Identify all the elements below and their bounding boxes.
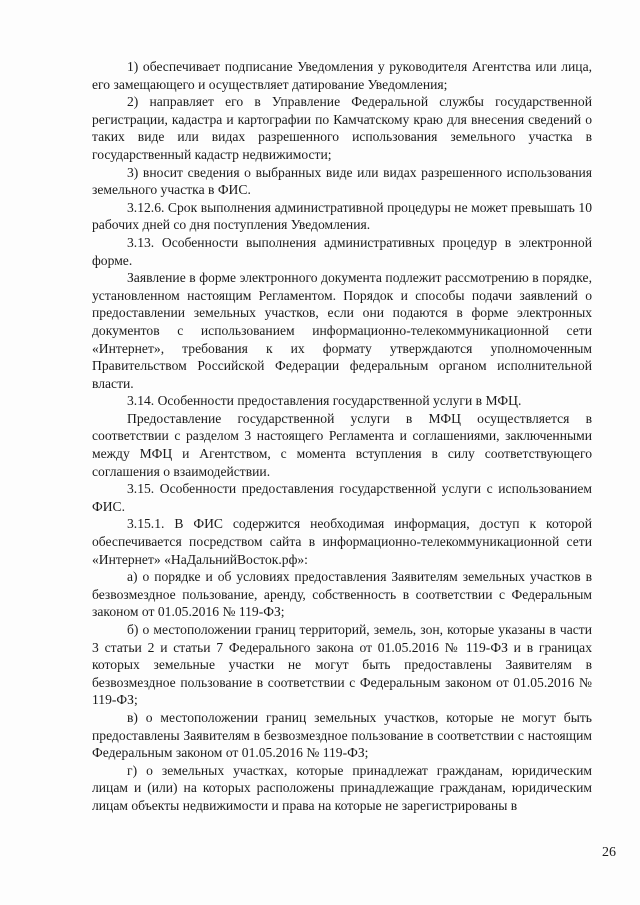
- page-number: 26: [602, 845, 616, 860]
- paragraph-item-b: б) о местоположении границ территорий, земель, зон, которые указаны в части 3 статьи 2 и статьи 7 Федерального закона от 01.05.2016 № 119-ФЗ и в границах которых земельные участки не могут быть предоставлены Заявителям в безвозмездное пользование в соответствии с Федеральным законом от 01.05.2016 № 119-ФЗ;: [92, 622, 592, 708]
- paragraph-3-15-heading: 3.15. Особенности предоставления государственной услуги с использованием ФИС.: [92, 481, 592, 514]
- paragraph-electronic-form: Заявление в форме электронного документа подлежит рассмотрению в порядке, установленном настоящим Регламентом. Порядок и способы подачи заявлений о предоставлении земельных участков, если они подаются в форме электронных документов с использованием информационно-телекоммуникационной сети «Интернет», требования к их формату утверждаются уполномоченным Правительством Российской Федерации федеральным органом исполнительной власти.: [92, 270, 592, 391]
- paragraph-3-14-heading: 3.14. Особенности предоставления государственной услуги в МФЦ.: [127, 393, 522, 409]
- paragraph-3-15-1: 3.15.1. В ФИС содержится необходимая информация, доступ к которой обеспечивается посредством сайта в информационно-телекоммуникационной сети «Интернет» «НаДальнийВосток.рф»:: [92, 516, 592, 567]
- paragraph-item-v: в) о местоположении границ земельных участков, которые не могут быть предоставлены Заявителям в безвозмездное пользование в соответствии с настоящим Федеральным законом от 01.05.2016 № 119-ФЗ;: [92, 709, 592, 761]
- paragraph-mfc: Предоставление государственной услуги в МФЦ осуществляется в соответствии с разделом 3 настоящего Регламента и соглашениями, заключенными между МФЦ и Агентством, с момента вступления в силу соответствующего соглашения о взаимодействии.: [92, 410, 592, 479]
- paragraph-3-13-heading: 3.13. Особенности выполнения административных процедур в электронной форме.: [92, 234, 592, 268]
- paragraph-item-g: г) о земельных участках, которые принадлежат гражданам, юридическим лицам и (или) на которых расположены принадлежащие гражданам, юридическим лицам объекты недвижимости и права на которые не зарегистрированы в: [92, 762, 592, 813]
- paragraph-item-a: а) о порядке и об условиях предоставления Заявителям земельных участков в безвозмездное пользование, аренду, собственность в соответствии с Федеральным законом от 01.05.2016 № 119-ФЗ;: [92, 569, 592, 620]
- paragraph-3-12-6: 3.12.6. Срок выполнения административной процедуры не может превышать 10 рабочих дней со дня поступления Уведомления.: [92, 199, 592, 233]
- paragraph-item-1: 1) обеспечивает подписание Уведомления у руководителя Агентства или лица, его замещающего и осуществляет датирование Уведомления;: [92, 59, 592, 92]
- paragraph-item-3: 3) вносит сведения о выбранных виде или видах разрешенного использования земельного участка в ФИС.: [92, 164, 592, 198]
- paragraph-item-2: 2) направляет его в Управление Федеральной службы государственной регистрации, кадастра и картографии по Камчатскому краю для внесения сведений о таких виде или видах разрешенного использования земельного участка в государственный кадастр недвижимости;: [92, 94, 592, 162]
